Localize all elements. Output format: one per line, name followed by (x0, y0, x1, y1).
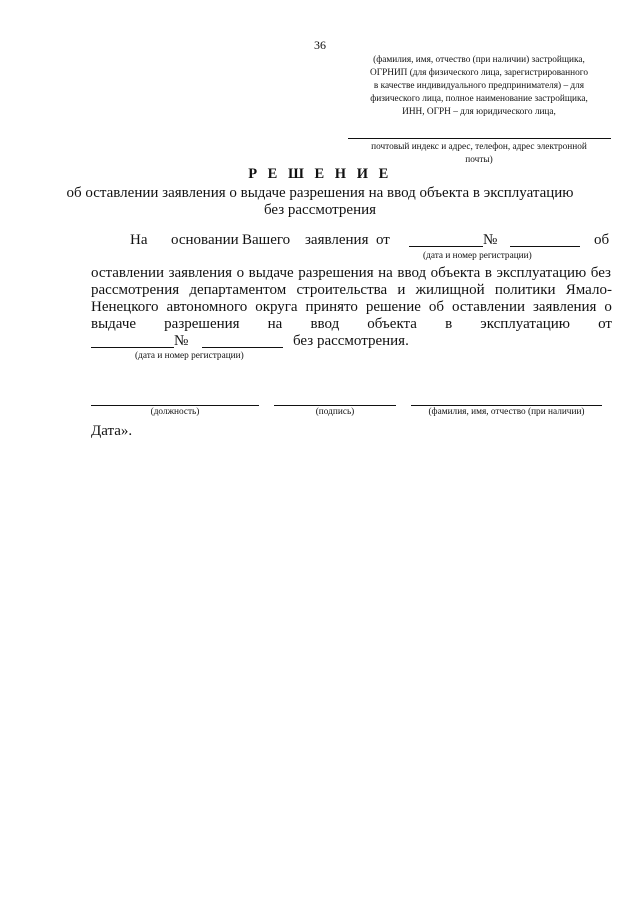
body-word: округа (255, 299, 298, 315)
body-word: департаментом (189, 282, 287, 298)
position-line (91, 405, 259, 406)
full-name-line (411, 405, 602, 406)
document-subtitle-line: об оставлении заявления о выдаче разрешения на ввод объекта в эксплуатацию (66, 185, 574, 201)
body-tail: без рассмотрения. (293, 333, 409, 349)
signature-line (274, 405, 396, 406)
body-line-3 (91, 282, 612, 299)
body-word: политики (494, 282, 556, 298)
applicant-address-line (348, 138, 611, 139)
date-blank-2 (91, 347, 174, 348)
date-reg-caption: (дата и номер регистрации) (423, 251, 532, 261)
full-name-caption: (фамилия, имя, отчество (при наличии) (428, 407, 585, 417)
body-word: о (604, 299, 612, 315)
body-word: и (397, 282, 406, 298)
applicant-caption-line: ОГРНИП (для физического лица, зарегистрированного (369, 68, 589, 78)
body-word: рассмотрения (91, 282, 180, 298)
body-word: от (598, 316, 612, 332)
body-word: заявления (305, 232, 369, 248)
address-caption (345, 141, 613, 166)
document-subtitle-line: без рассмотрения (263, 202, 377, 218)
body-word: решение (365, 299, 421, 315)
body-word: ввод (310, 316, 340, 332)
signature-caption: (подпись) (315, 407, 355, 417)
body-word: Вашего (242, 232, 291, 248)
applicant-caption (345, 54, 613, 119)
body-word: от (376, 232, 390, 248)
number-sign-2: № (174, 333, 189, 349)
body-word: выдаче (91, 316, 137, 332)
page-number: 36 (314, 38, 326, 52)
body-word: основании (171, 232, 239, 248)
document-title: Р Е Ш Е Н И Е (248, 166, 392, 182)
body-word: жилищной (415, 282, 485, 298)
reg-number-blank (510, 246, 580, 247)
body-line-5 (91, 316, 612, 333)
body-line-4 (91, 299, 612, 316)
body-word: принято (305, 299, 358, 315)
applicant-caption-line: (фамилия, имя, отчество (при наличии) застройщика, (373, 55, 585, 65)
date-blank (409, 246, 483, 247)
body-word: разрешения (164, 316, 240, 332)
address-caption-line: почтовый индекс и адрес, телефон, адрес электронной (371, 142, 587, 152)
body-line-6 (0, 333, 640, 353)
position-caption: (должность) (150, 407, 200, 417)
body-word: автономного (166, 299, 248, 315)
body-word: эксплуатацию (480, 316, 571, 332)
date-reg-caption-2: (дата и номер регистрации) (135, 351, 244, 361)
body-word: объекта (367, 316, 417, 332)
body-word: оставлении (451, 299, 526, 315)
body-word: об (594, 232, 610, 248)
body-word: в (445, 316, 453, 332)
number-sign: № (483, 232, 498, 248)
body-word: Ненецкого (91, 299, 159, 315)
address-caption-line: почты) (465, 154, 493, 165)
body-line-2: оставлении заявления о выдаче разрешения на ввод объекта в эксплуатацию без (91, 265, 611, 281)
body-word: строительства (296, 282, 388, 298)
date-label: Дата». (91, 423, 133, 439)
applicant-caption-line: в качестве индивидуального предпринимателя) – для (373, 81, 585, 91)
body-word: Ямало- (565, 282, 612, 298)
reg-number-blank-2 (202, 347, 283, 348)
body-line-1 (0, 232, 640, 252)
applicant-caption-line: ИНН, ОГРН – для юридического лица, (402, 107, 556, 117)
body-word: заявления (532, 299, 597, 315)
body-word: об (428, 299, 445, 315)
body-word: на (267, 316, 283, 332)
applicant-caption-line: физического лица, полное наименование застройщика, (370, 94, 588, 104)
body-word: На (130, 232, 148, 248)
